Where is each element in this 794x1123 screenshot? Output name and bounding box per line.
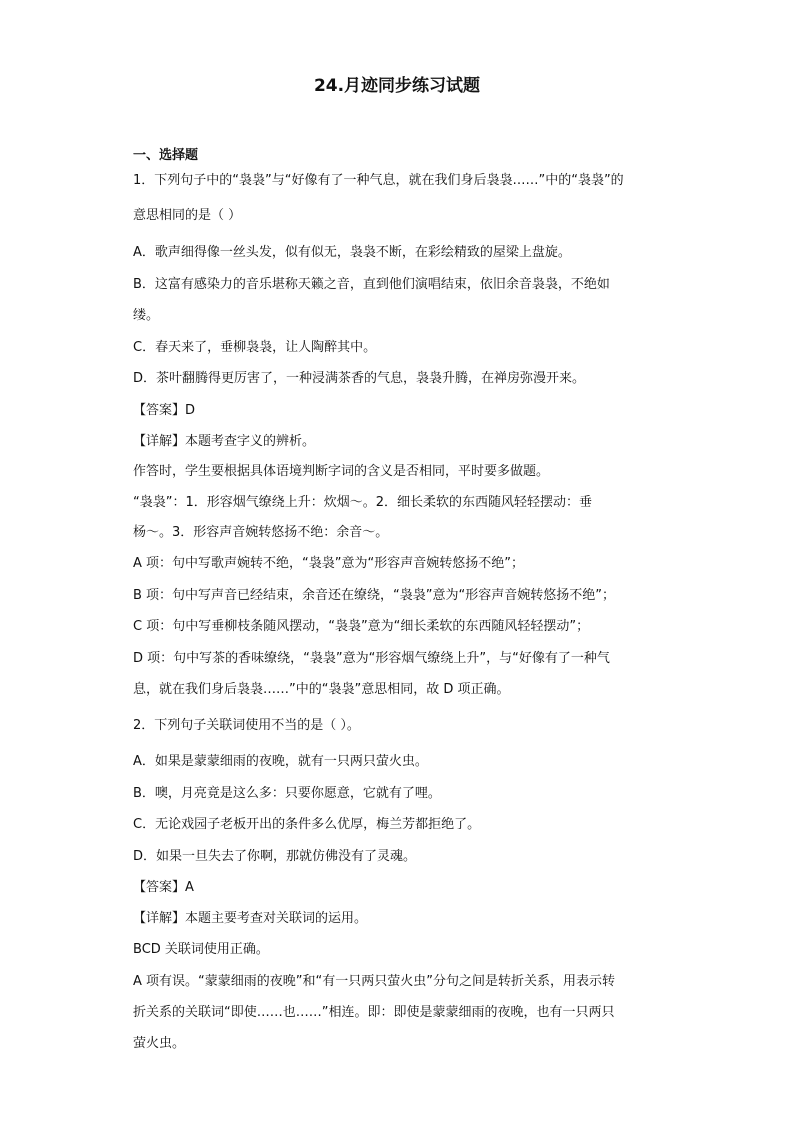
explanation-1-line-9: 息，就在我们身后袅袅……”中的“袅袅”意思相同，故 D 项正确。 — [133, 682, 510, 697]
explanation-1-line-1: 【详解】本题考查字义的辨析。 — [133, 434, 316, 449]
explanation-2-line-3: A 项有误。“蒙蒙细雨的夜晚”和“有一只两只萤火虫”分句之间是转折关系，用表示转 — [133, 974, 615, 989]
section-heading: 一、选择题 — [133, 148, 199, 163]
option-1-a: A．歌声细得像一丝头发，似有似无，袅袅不断，在彩绘精致的屋梁上盘旋。 — [133, 245, 571, 260]
option-1-d: D．茶叶翻腾得更厉害了，一种浸满茶香的气息，袅袅升腾，在禅房弥漫开来。 — [133, 371, 586, 386]
explanation-2-line-2: BCD 关联词使用正确。 — [133, 942, 269, 957]
option-2-a: A．如果是蒙蒙细雨的夜晚，就有一只两只萤火虫。 — [133, 754, 428, 769]
answer-1: 【答案】D — [133, 403, 196, 418]
explanation-1-line-3: “袅袅”：1．形容烟气缭绕上升：炊烟～。2．细长柔软的东西随风轻轻摆动：垂 — [133, 495, 593, 510]
page-title: 24.月迹同步练习试题 — [313, 76, 481, 96]
explanation-2-line-4: 折关系的关联词“即使……也……”相连。即：即使是蒙蒙细雨的夜晚，也有一只两只 — [133, 1005, 615, 1020]
option-2-b: B．噢，月亮竟是这么多：只要你愿意，它就有了哩。 — [133, 786, 441, 801]
explanation-1-line-7: C 项：句中写垂柳枝条随风摆动，“袅袅”意为“细长柔软的东西随风轻轻摆动”； — [133, 619, 590, 634]
option-2-c: C．无论戏园子老板开出的条件多么优厚，梅兰芳都拒绝了。 — [133, 817, 481, 832]
answer-2: 【答案】A — [133, 880, 194, 895]
option-1-b-line-2: 缕。 — [133, 308, 160, 323]
option-1-c: C．春天来了，垂柳袅袅，让人陶醉其中。 — [133, 340, 377, 355]
option-1-b-line-1: B．这富有感染力的音乐堪称天籁之音，直到他们演唱结束，依旧余音袅袅，不绝如 — [133, 277, 610, 292]
explanation-1-line-6: B 项：句中写声音已经结束，余音还在缭绕，“袅袅”意为“形容声音婉转悠扬不绝”； — [133, 588, 615, 603]
question-1-line-2: 意思相同的是（ ） — [133, 208, 242, 223]
question-1-line-1: 1．下列句子中的“袅袅”与“好像有了一种气息，就在我们身后袅袅……”中的“袅袅”的 — [133, 173, 624, 188]
explanation-1-line-2: 作答时，学生要根据具体语境判断字词的含义是否相同，平时要多做题。 — [133, 464, 550, 479]
option-2-d: D．如果一旦失去了你啊，那就仿佛没有了灵魂。 — [133, 849, 417, 864]
explanation-1-line-8: D 项：句中写茶的香味缭绕，“袅袅”意为“形容烟气缭绕上升”，与“好像有了一种气 — [133, 651, 610, 666]
explanation-1-line-4: 杨～。3．形容声音婉转悠扬不绝：余音～。 — [133, 525, 389, 540]
explanation-1-line-5: A 项：句中写歌声婉转不绝，“袅袅”意为“形容声音婉转悠扬不绝”； — [133, 556, 524, 571]
explanation-2-line-1: 【详解】本题主要考查对关联词的运用。 — [133, 911, 368, 926]
explanation-2-line-5: 萤火虫。 — [133, 1036, 186, 1051]
question-2: 2．下列句子关联词使用不当的是（ ）。 — [133, 718, 360, 733]
